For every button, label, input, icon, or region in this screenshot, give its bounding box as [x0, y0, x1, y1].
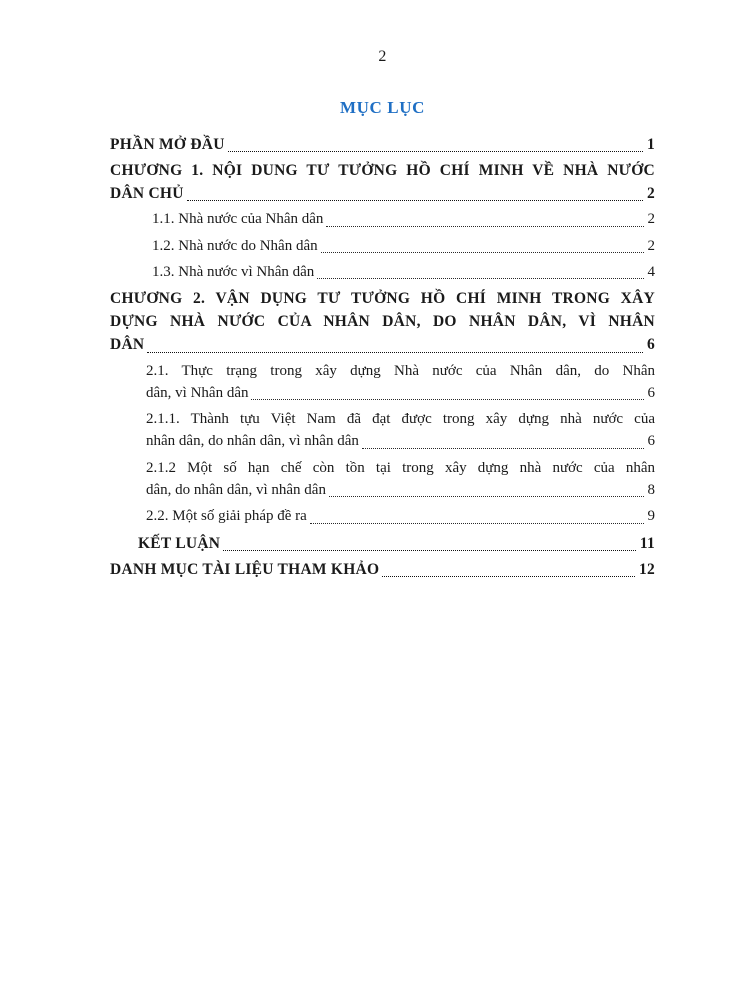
dot-leader: [317, 278, 643, 279]
toc-entry[interactable]: [110, 359, 655, 406]
toc-entry-text: 1.2. Nhà nước do Nhân dân: [152, 237, 318, 254]
toc-entry-page: 8: [647, 482, 655, 499]
toc-entry-text: 2.2. Một số giải pháp đề ra: [146, 508, 307, 525]
toc-entry[interactable]: [110, 456, 655, 503]
page-number: 2: [378, 48, 387, 65]
toc-entry-text: 1.3. Nhà nước vì Nhân dân: [152, 263, 315, 280]
toc-entry-page: 2: [647, 237, 655, 254]
toc-entry[interactable]: [110, 260, 655, 284]
toc-entry-text: CHƯƠNG 2. VẬN DỤNG TƯ TƯỞNG HỒ CHÍ MINH TRONG XÂY: [110, 290, 655, 308]
toc-entry[interactable]: [110, 286, 655, 357]
dot-leader: [362, 448, 644, 449]
toc-entry-text: CHƯƠNG 1. NỘI DUNG TƯ TƯỞNG HỒ CHÍ MINH VỀ NHÀ NƯỚC: [110, 162, 655, 180]
toc-entry-page: 6: [647, 384, 655, 401]
toc-entry-text-cont: dân, do nhân dân, vì nhân dân: [146, 482, 326, 499]
toc-heading: MỤC LỤC: [340, 98, 425, 117]
toc-entry-page: 2: [647, 211, 655, 228]
toc-entry-text: KẾT LUẬN: [138, 534, 221, 552]
toc-entry-text-cont: DỰNG NHÀ NƯỚC CỦA NHÂN DÂN, DO NHÂN DÂN, VÌ NHÂN: [110, 313, 655, 331]
dot-leader: [382, 576, 635, 577]
toc-entry-text: 2.1. Thực trạng trong xây dựng Nhà nước của Nhân dân, do Nhân: [146, 362, 655, 379]
toc-entry-text-cont: DÂN CHỦ: [110, 185, 184, 203]
dot-leader: [251, 399, 643, 400]
toc-entry-page: 1: [647, 136, 655, 153]
toc-entry[interactable]: [110, 234, 655, 258]
dot-leader: [310, 523, 644, 524]
toc-entry[interactable]: [110, 407, 655, 454]
toc-entry-text: PHẦN MỞ ĐẦU: [110, 136, 225, 153]
toc-entry[interactable]: [110, 158, 655, 206]
dot-leader: [223, 550, 636, 551]
dot-leader: [228, 151, 643, 152]
dot-leader: [329, 496, 644, 497]
toc-entry[interactable]: [110, 132, 655, 157]
toc-entry[interactable]: [110, 504, 655, 528]
toc-entry-text: 2.1.2 Một số hạn chế còn tồn tại trong xây dựng nhà nước của nhân: [146, 459, 655, 476]
toc-entry-text-cont2: DÂN: [110, 336, 145, 354]
table-of-contents: [110, 132, 655, 582]
toc-entry[interactable]: [110, 557, 655, 582]
toc-entry-text-cont: nhân dân, do nhân dân, vì nhân dân: [146, 433, 359, 450]
toc-entry[interactable]: [110, 207, 655, 231]
toc-entry[interactable]: [110, 531, 655, 556]
toc-entry-page: 2: [647, 185, 655, 203]
toc-entry-page: 9: [647, 508, 655, 525]
toc-entry-page: 11: [639, 534, 655, 552]
dot-leader: [147, 352, 643, 353]
toc-entry-text: DANH MỤC TÀI LIỆU THAM KHẢO: [110, 560, 380, 578]
dot-leader: [326, 226, 643, 227]
toc-entry-page: 6: [647, 336, 655, 354]
toc-entry-text: 2.1.1. Thành tựu Việt Nam đã đạt được trong xây dựng nhà nước của: [146, 411, 655, 428]
toc-entry-page: 12: [639, 560, 655, 578]
dot-leader: [321, 252, 644, 253]
toc-entry-text-cont: dân, vì Nhân dân: [146, 384, 249, 401]
toc-entry-text: 1.1. Nhà nước của Nhân dân: [152, 211, 324, 228]
toc-entry-page: 6: [647, 433, 655, 450]
toc-entry-page: 4: [647, 263, 655, 280]
dot-leader: [187, 200, 643, 201]
